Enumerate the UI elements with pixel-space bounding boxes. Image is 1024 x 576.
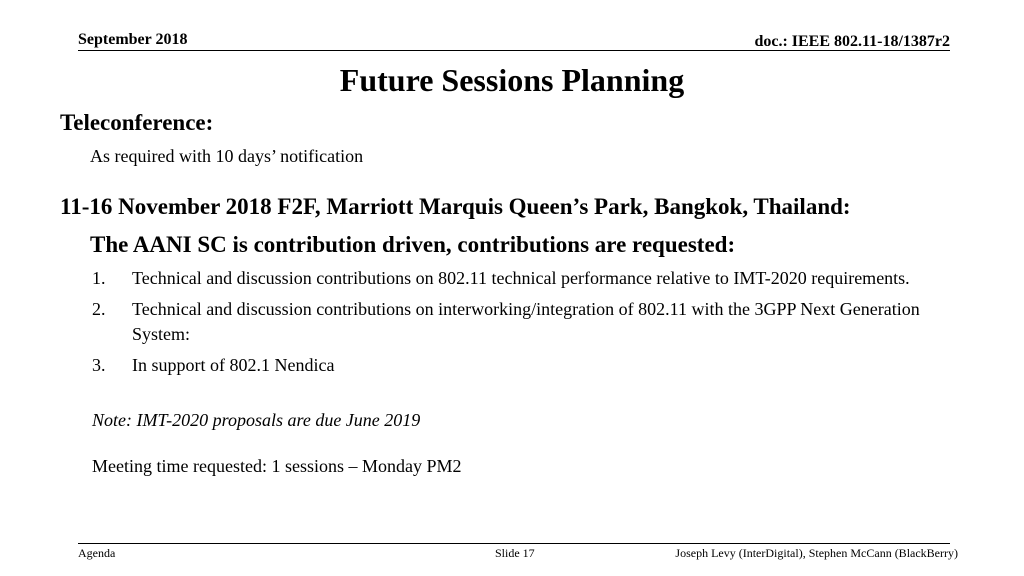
meeting-time-requested: Meeting time requested: 1 sessions – Monday PM2 xyxy=(92,456,462,476)
contribution-list xyxy=(92,266,952,384)
list-item-text: In support of 802.1 Nendica xyxy=(132,355,335,375)
footer-left: Agenda xyxy=(78,546,116,560)
header-divider xyxy=(78,50,950,51)
teleconference-body: As required with 10 days’ notification xyxy=(90,146,364,166)
meeting-subheading: The AANI SC is contribution driven, contributions are requested: xyxy=(90,232,736,257)
list-item xyxy=(92,297,952,347)
slide-number: Slide 17 xyxy=(495,546,535,560)
list-item-text: Technical and discussion contributions on 802.11 technical performance relative to IMT-2020 requirements. xyxy=(132,268,910,288)
meeting-heading: 11-16 November 2018 F2F, Marriott Marquis Queen’s Park, Bangkok, Thailand: xyxy=(60,194,851,219)
list-item-text: Technical and discussion contributions on interworking/integration of 802.11 with the 3GPP Next Generation System: xyxy=(132,299,920,344)
header-doc-id: doc.: IEEE 802.11-18/1387r2 xyxy=(754,33,950,50)
list-item-number: 1. xyxy=(92,268,106,288)
imt-note: Note: IMT-2020 proposals are due June 2019 xyxy=(92,410,421,430)
teleconference-heading: Teleconference: xyxy=(60,110,214,135)
list-item xyxy=(92,266,952,291)
list-item xyxy=(92,353,952,378)
list-item-number: 3. xyxy=(92,355,106,375)
slide-title: Future Sessions Planning xyxy=(339,62,685,98)
footer-authors: Joseph Levy (InterDigital), Stephen McCann (BlackBerry) xyxy=(675,546,958,560)
footer-divider xyxy=(78,543,950,544)
list-item-number: 2. xyxy=(92,299,106,319)
header-date: September 2018 xyxy=(78,31,188,48)
